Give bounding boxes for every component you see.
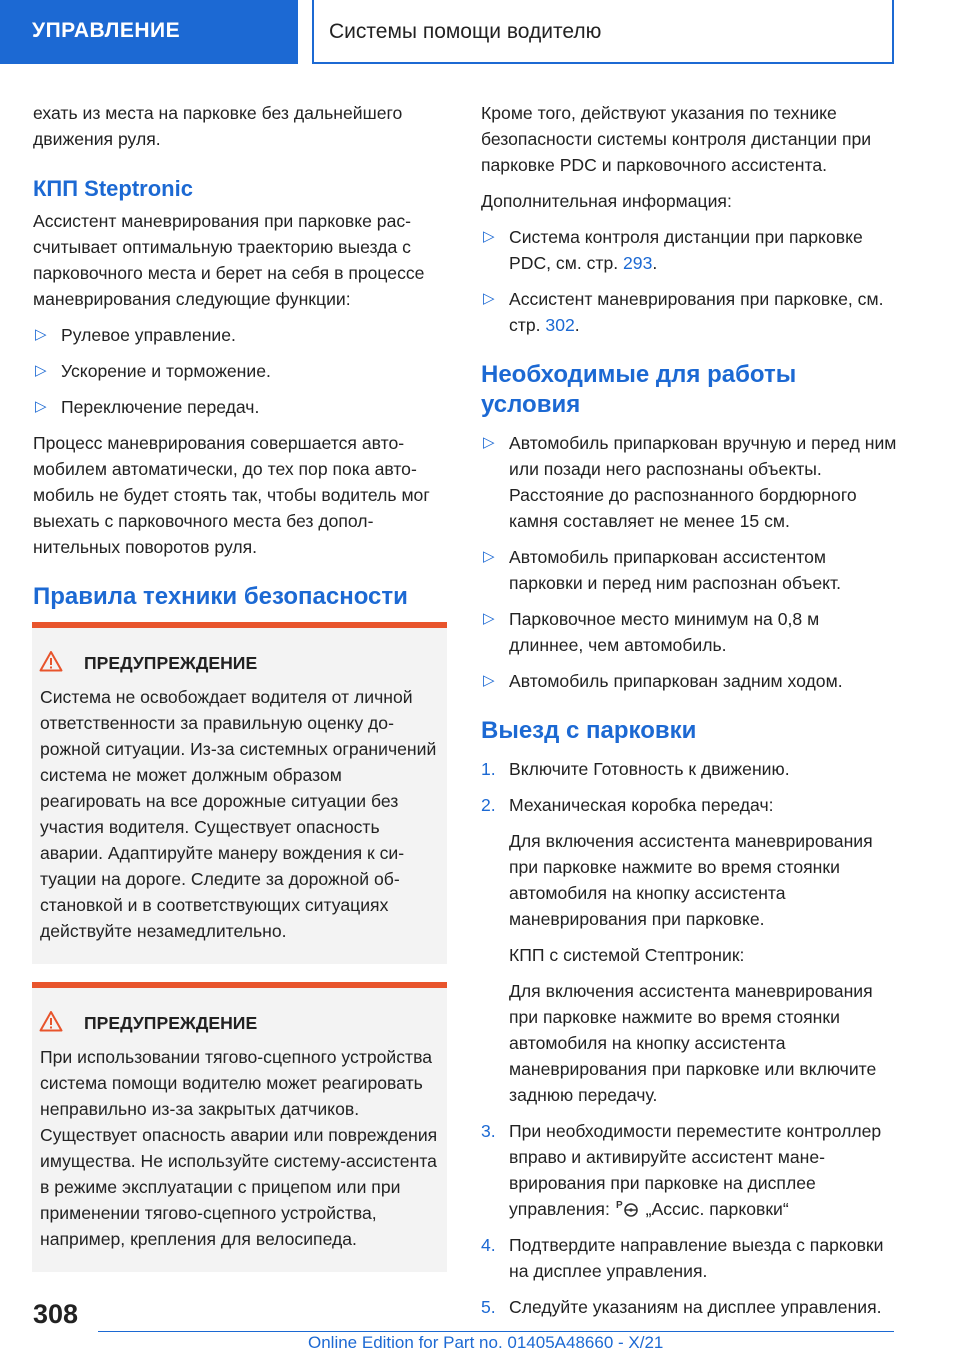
warning-triangle-icon bbox=[39, 650, 63, 672]
left-column bbox=[33, 100, 447, 1290]
conditions-heading: Необходимые для работы условия bbox=[481, 361, 797, 418]
step-number: 1. bbox=[481, 759, 496, 779]
footer-divider bbox=[98, 1331, 894, 1332]
triangle-bullet-icon: ▷ bbox=[483, 672, 495, 689]
intro-text: ехать из места на парковке без дальнейшего движения руля. bbox=[33, 103, 403, 149]
list-item: ▷ Система контроля дистанции при парковке PDC, см. стр. 293. bbox=[481, 224, 898, 276]
list-item: ▷ Ускорение и торможение. bbox=[33, 358, 447, 384]
step-item: 3. При необходимости переместите контроллер вправо и активируйте ассистент маневрирования при парковке на дисплее управления: P „Ассис. парковки“ bbox=[481, 1118, 898, 1222]
steptronic-heading: КПП Steptronic bbox=[33, 176, 193, 201]
warning-text: Система не освобождает водителя от личной ответственности за правильную оценку дорожной ситуации. Из-за системных ограничений система не может должным образом реагировать на все дорожные ситуации без участия водителя. Существует опасность аварии. Адаптируйте манеру вождения к ситуации на дороге. Следите за дорожной обстановкой и в соответствующих ситуациях действуйте незамедлительно. bbox=[40, 687, 437, 941]
steptronic-text: Ассистент маневрирования при парковке рассчитывает оптимальную траекторию выезда с парковочного места и берет на себя в процессе маневрирования следующие функции: bbox=[33, 211, 425, 309]
parking-assistant-icon bbox=[615, 1198, 641, 1218]
warning-title: ПРЕДУПРЕЖДЕНИЕ bbox=[84, 653, 258, 673]
svg-text:P: P bbox=[615, 1200, 623, 1211]
safety-heading: Правила техники безопасности bbox=[33, 583, 408, 610]
step-subtext: Для включения ассистента маневрирования при парковке нажмите во время стоянки автомобиля на кнопку ассистента маневрирования при парковке. bbox=[509, 831, 873, 929]
list-item: ▷ Автомобиль припаркован ассистентом парковки и перед ним распознан объект. bbox=[481, 544, 898, 596]
section-tab bbox=[0, 0, 298, 64]
step-number: 2. bbox=[481, 795, 496, 815]
right-column bbox=[481, 100, 898, 1330]
steptronic-after-text: Процесс маневрирования совершается автомобилем автоматически, до тех пор пока автомобиль не будет стоять так, чтобы водитель мог выехать с парковочного места без дополнительных поворотов руля. bbox=[33, 433, 430, 557]
warning-box bbox=[32, 622, 447, 964]
list-item: ▷ Переключение передач. bbox=[33, 394, 447, 420]
step-subtext: Для включения ассистента маневрирования при парковке нажмите во время стоянки автомобиля на кнопку ассистента маневрирования при парковке или включите заднюю передачу. bbox=[509, 981, 877, 1105]
triangle-bullet-icon: ▷ bbox=[483, 548, 495, 565]
page-link[interactable]: 293 bbox=[623, 253, 653, 273]
menu-item-label: „Ассис. парковки“ bbox=[645, 1199, 789, 1219]
footer-edition: Online Edition for Part no. 01405A48660 - X/21 bbox=[308, 1333, 664, 1352]
list-item: ▷ Парковочное место минимум на 0,8 м длиннее, чем автомобиль. bbox=[481, 606, 898, 658]
triangle-bullet-icon: ▷ bbox=[483, 434, 495, 451]
warning-box bbox=[32, 982, 447, 1272]
step-subtext: КПП с системой Стептроник: bbox=[509, 945, 745, 965]
warning-triangle-icon bbox=[39, 1010, 63, 1032]
step-item: 5. Следуйте указаниям на дисплее управления. bbox=[481, 1294, 898, 1320]
page-link[interactable]: 302 bbox=[545, 315, 575, 335]
step-item: 4. Подтвердите направление выезда с парковки на дисплее управления. bbox=[481, 1232, 898, 1284]
triangle-bullet-icon: ▷ bbox=[483, 228, 495, 245]
list-item: ▷ Автомобиль припаркован вручную и перед ним или позади него распознаны объекты. Расстояние до распознанного бордюрного камня составляет не менее 15 см. bbox=[481, 430, 898, 534]
step-item: 1. Включите Готовность к движению. bbox=[481, 756, 898, 782]
more-info-label: Дополнительная информация: bbox=[481, 191, 732, 211]
warning-title: ПРЕДУПРЕЖДЕНИЕ bbox=[84, 1013, 258, 1033]
triangle-bullet-icon: ▷ bbox=[483, 610, 495, 627]
chapter-tab bbox=[312, 0, 894, 64]
triangle-bullet-icon: ▷ bbox=[35, 398, 47, 415]
triangle-bullet-icon: ▷ bbox=[483, 290, 495, 307]
section-title: УПРАВЛЕНИЕ bbox=[32, 19, 181, 42]
list-item: ▷ Ассистент маневрирования при парковке, см. стр. 302. bbox=[481, 286, 898, 338]
exit-heading: Выезд с парковки bbox=[481, 717, 697, 744]
warning-text: При использовании тягово-сцепного устройства система помощи водителю может реагировать неправильно из-за закрытых датчиков. Существует опасность аварии или повреждения имущества. Не используйте систему-ассистента в режиме эксплуатации с прицепом или при применении тягово-сцепного устройства, например, крепления для велосипеда. bbox=[40, 1047, 438, 1249]
triangle-bullet-icon: ▷ bbox=[35, 326, 47, 343]
chapter-title: Системы помощи водителю bbox=[329, 20, 602, 43]
step-number: 3. bbox=[481, 1121, 496, 1141]
list-item: ▷ Автомобиль припаркован задним ходом. bbox=[481, 668, 898, 694]
safety-note-text: Кроме того, действуют указания по технике безопасности системы контроля дистанции при парковке PDC и парковочного ассистента. bbox=[481, 103, 872, 175]
page-number: 308 bbox=[33, 1299, 79, 1329]
step-number: 4. bbox=[481, 1235, 496, 1255]
triangle-bullet-icon: ▷ bbox=[35, 362, 47, 379]
step-item: 2. Механическая коробка передач: Для включения ассистента маневрирования при парковке нажмите во время стоянки автомобиля на кнопку ассистента маневрирования при парковке. КПП с системой Стептроник: Для включения ассистента маневрирования при парковке нажмите во время стоянки автомобиля на кнопку ассистента маневрирования при парковке или включите заднюю передачу. bbox=[481, 792, 898, 1108]
step-number: 5. bbox=[481, 1297, 496, 1317]
list-item: ▷ Рулевое управление. bbox=[33, 322, 447, 348]
